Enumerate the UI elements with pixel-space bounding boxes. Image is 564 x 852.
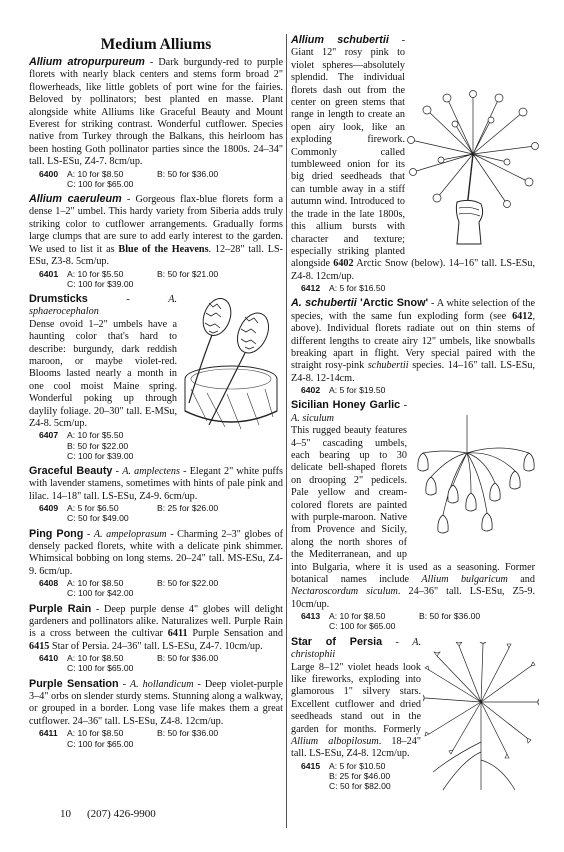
price-list (39, 653, 283, 673)
page-footer (60, 808, 172, 820)
sku: 6408 (39, 578, 59, 589)
phone-number: (207) 426-9900 (87, 808, 156, 820)
sku: 6410 (39, 653, 59, 664)
entry-description-mid: , above). Individual florets radiate out on thin stems of different lengths to create airy 12" umbels, like snowballs breaking apart in flight. Very special paired with the straight rosy-pink (291, 310, 535, 372)
entry-description: - Charming 2–3" globes of densely packed florets, white with a delicate pink shimmer. Whimsical bobbing on long stems. 20–24" tall. MS-ESu, Z4-9. 6cm/up. (29, 528, 283, 577)
entry-description: Large 8–12" violet heads look like fireworks, exploding into glamorous 1" silvery stars. Excellent cutflower and dried seedheads stand out in the garden for months. Formerly (291, 661, 421, 735)
entry-description-end: species. 14–16" tall. LS-ESu, Z4-8. 12-14cm. (291, 360, 536, 384)
scientific-name: schubertii (367, 360, 409, 372)
sku: 6412 (301, 283, 321, 294)
former-name: Blue of the Heavens (118, 243, 209, 255)
entry-name: Purple Rain (29, 602, 92, 615)
price-list (301, 283, 535, 293)
conjunction: and (507, 574, 535, 586)
price-option-a: A: 10 for $5.50 (67, 430, 124, 441)
left-column (29, 34, 283, 753)
entry-description: - Gorgeous flax-blue florets form a dense 1–2" umbel. This hardy variety from Siberia adds truly striking color to cutflower arrangements. Gradually forms large clumps that are sure to add early interest to the garden. We used to list it as (29, 194, 283, 255)
price-option-b: B: 25 for $46.00 (329, 770, 391, 781)
price-option-b: B: 50 for $22.00 (157, 578, 219, 589)
sku-reference: 6412 (512, 310, 533, 322)
sku-reference: 6411 (167, 628, 188, 640)
price-option-a: A: 10 for $8.50 (67, 168, 124, 179)
sicilian-honey-garlic-illustration (409, 413, 541, 555)
price-option-a: A: 10 for $5.50 (67, 268, 124, 279)
entry-purple-rain (29, 603, 283, 674)
page-title: Medium Alliums (100, 36, 212, 53)
star-of-persia-illustration (423, 642, 539, 792)
former-name: Allium albopilosum (291, 735, 379, 747)
entry-star-of-persia: Star of Persia - A. christophii Large 8–12" violet heads look like fireworks, exploding into glamorous 1" silvery stars. Excellent cutflower and dried seedheads stand out in the garden for months. Formerly Allium albopilosum. 18–24" tall. LS-ESu, Z4-8. 12cm/up. 6415 A: 5 for $10.50 B: 25 for $46.00 C: 50 for $82.00 (291, 636, 535, 792)
price-option-a: A: 5 for $16.50 (329, 283, 386, 294)
entry-description: - Giant 12" rosy pink to violet spheres—absolutely splendid. The individual florets dash out from the center on green stems that range in length to create an open airy look, like an exploding firework. Commonly called tumbleweed onion for its big dried seedheads that can tumble away in a stiff autumn wind. Introduced to the trade in the late 1800s, this allium bursts with character and texture; especially striking planted alongside (291, 35, 405, 270)
former-name: Allium bulgaricum (421, 574, 508, 586)
scientific-name: A. christophii (291, 636, 421, 661)
price-option-b: B: 50 for $22.00 (67, 440, 129, 451)
price-option-c: C: 50 for $49.00 (67, 513, 129, 524)
price-list (39, 169, 283, 189)
price-option-c: C: 100 for $65.00 (67, 738, 134, 749)
former-name: Nectaroscordum siculum (291, 586, 398, 598)
entry-name: Graceful Beauty (29, 464, 113, 477)
entry-graceful-beauty: Graceful Beauty - A. amplectens - Elegant 2" white puffs with lavender stamens, sometimes with hints of pale pink and lilac. 14–18" tall. LS-ESu, Z4-9. 6cm/up. 6409 A: 5 for $6.50 B: 25 for $26.00 C: 50 for $49.00 (29, 464, 283, 524)
price-option-c: C: 100 for $39.00 (67, 450, 134, 461)
price-option-c: C: 100 for $65.00 (67, 663, 134, 674)
sku-reference: 6415 (29, 640, 50, 652)
schubertii-illustration (407, 90, 539, 248)
entry-description-end: . 12–28" tall. LS-ESu, Z3-8. 5cm/up. (29, 243, 284, 268)
entry-description: Dense ovoid 1–2" umbels have a haunting color that's hard to describe: burgundy, dark reddish maroon, or maybe violet-red. Blooms lasted nearly a month in one cool moist Maine spring. Wonderful poking up through daylily foliage. 20–30" tall. E-MSu, Z4-8. 5cm/up. (29, 318, 177, 429)
scientific-name: A. ampeloprasum (93, 528, 167, 540)
price-option-c: C: 100 for $42.00 (67, 588, 134, 599)
price-option-b: B: 50 for $21.00 (157, 268, 219, 279)
price-option-b: B: 50 for $36.00 (157, 728, 219, 739)
entry-description: - Elegant 2" white puffs with lavender stamens, sometimes with hints of pale pink and lilac. 14–18" tall. LS-ESu, Z4-9. 6cm/up. (29, 465, 283, 502)
price-option-b: B: 25 for $26.00 (157, 503, 219, 514)
entry-name: Allium caeruleum (29, 193, 122, 206)
price-list (39, 578, 283, 598)
entry-description-end: . 24–36" tall. LS-ESu, Z5-9. 10cm/up. (291, 586, 535, 610)
entry-arctic-snow (291, 297, 535, 395)
price-option-b: B: 50 for $36.00 (157, 653, 219, 664)
price-option-a: A: 10 for $8.50 (67, 728, 124, 739)
right-column (291, 34, 535, 795)
price-list (301, 385, 535, 395)
scientific-name: A. amplectens (122, 465, 180, 477)
entry-purple-sensation: Purple Sensation - A. hollandicum - Deep violet-purple 3–4" orbs on slender sturdy stems. Stunning along a walkway, or grouped in a border. Long vase life makes them a great cutflower. 24–36" tall. LS-ESu, Z4-8. 12cm/up. 6411 A: 10 for $8.50 B: 50 for $36.00 C: 100 for $65.00 (29, 677, 283, 749)
cultivar-name: 'Arctic Snow' (356, 297, 429, 310)
price-option-b: B: 50 for $36.00 (157, 168, 219, 179)
entry-caeruleum (29, 193, 283, 289)
page-number: 10 (60, 808, 71, 820)
sku-reference: 6402 (333, 258, 354, 270)
sku: 6400 (39, 168, 59, 179)
entry-drumsticks: Drumsticks - A. sphaerocephalon Dense ovoid 1–2" umbels have a haunting color that's hard to describe: burgundy, dark reddish maroon, or maybe violet-red. Blooms lasted nearly a month in one cool moist Maine spring. Wonderful poking up through daylily foliage. 20–30" tall. E-MSu, Z4-8. 5cm/up. 6407 A: 10 for $5.50 B: 50 for $22.00 C: 100 for $39.00 (29, 293, 283, 461)
scientific-name: A. sphaerocephalon (29, 293, 177, 318)
sku: 6411 (39, 728, 58, 739)
entry-description-end: . 18–24" tall. LS-ESu, Z4-8. 12cm/up. (291, 735, 421, 760)
entry-sicilian-honey-garlic: Sicilian Honey Garlic - A. siculum This rugged beauty features 4–5" cascading umbels, each bearing up to 30 delicate bell-shaped florets on drooping 2" pedicels. Pale yellow and cream-colored florets are painted with purple-maroon. Native from Provence and Sicily, along the north shores of the Mediterranean, and up into Bulgaria, where it is used as a seasoning. Former botanical names include Allium bulgaricum and Nectaroscordum siculum. 24–36" tall. LS-ESu, Z5-9. 10cm/up. 6413 A: 10 for $8.50 B: 50 for $36.00 C: 100 for $65.00 (291, 399, 535, 631)
entry-description: This rugged beauty features 4–5" cascading umbels, each bearing up to 30 delicate bell-shaped florets on drooping 2" pedicels. Pale yellow and cream-colored florets are painted with purple-maroon. Native from Provence and Sicily, along the north shores of the Mediterranean, and up into Bulgaria, where it is used as a seasoning. Former botanical names include (291, 425, 535, 586)
entry-description-end: Star of Persia. 24–36" tall. LS-ESu, Z4-7. 10cm/up. (49, 640, 263, 652)
entry-schubertii (291, 34, 535, 293)
entry-description: - Deep purple dense 4" globes will delight gardeners and pollinators alike. Naturalizes well. Purple Rain is a cross between the cultivar (29, 603, 283, 640)
price-option-b: B: 50 for $36.00 (419, 611, 481, 622)
entry-name: Allium schubertii (291, 34, 389, 46)
drumsticks-illustration (179, 293, 291, 435)
price-list (39, 269, 283, 289)
scientific-name: A. siculum (291, 412, 335, 424)
price-option-a: A: 5 for $10.50 (329, 760, 386, 771)
price-option-a: A: 5 for $6.50 (67, 503, 119, 514)
price-option-c: C: 100 for $39.00 (67, 278, 134, 289)
price-option-c: C: 100 for $65.00 (329, 621, 396, 632)
entry-name: Sicilian Honey Garlic (291, 399, 401, 412)
price-list (301, 611, 535, 631)
price-option-a: A: 10 for $8.50 (67, 578, 124, 589)
entry-description: - Dark burgundy-red to purple florets with nearly black centers and stems form broad 2" flowerheads, like little goblets of port wine for the fairies. Beloved by pollinators; best planted en masse. Plant alongside white Alliums like Graceful Beauty and Mount Everest for striking contrast. Wonderful cutflower. Species native from Turkey through the Balkans, this heirloom has been hosting Goth pollinator parties since the 1800s. 24–34" tall. LS-ESu, Z4-7. 8cm/up. (29, 57, 283, 168)
entry-name: A. schubertii (291, 297, 357, 310)
price-list (39, 503, 283, 523)
entry-description: - Deep violet-purple 3–4" orbs on slender sturdy stems. Stunning along a walkway, or grouped in a border. Long vase life makes them a great cutflower. 24–36" tall. LS-ESu, Z4-8. 12cm/up. (29, 678, 283, 727)
entry-name: Ping Pong (29, 527, 84, 540)
entry-name: Star of Persia (291, 635, 383, 648)
price-option-c: C: 50 for $82.00 (329, 781, 391, 792)
entry-description: - A white selection of the species, with the same fun exploding form (see (291, 298, 535, 322)
entry-ping-pong: Ping Pong - A. ampeloprasum - Charming 2–3" globes of densely packed florets, white with a delicate pink shimmer. Whimsical bobbing on long stems. 20–24" tall. MS-ESu, Z4-9. 6cm/up. 6408 A: 10 for $8.50 B: 50 for $22.00 C: 100 for $42.00 (29, 527, 283, 599)
sku: 6407 (39, 430, 59, 441)
sku: 6415 (301, 760, 321, 771)
sku: 6413 (301, 611, 321, 622)
sku: 6409 (39, 503, 59, 514)
price-list (39, 728, 283, 748)
entry-description-end: Arctic Snow (below). 14–16" tall. LS-ESu, Z4-8. 12cm/up. (291, 258, 536, 282)
entry-description-mid: Purple Sensation and (187, 628, 283, 640)
entry-name: Allium atropurpureum (29, 56, 145, 68)
entry-name: Purple Sensation (29, 677, 119, 690)
price-list (39, 430, 283, 461)
sku: 6401 (39, 268, 59, 279)
price-option-a: A: 10 for $8.50 (67, 653, 124, 664)
scientific-name: A. hollandicum (129, 678, 194, 690)
price-option-a: A: 10 for $8.50 (329, 611, 386, 622)
sku: 6402 (301, 385, 321, 396)
entry-name: Drumsticks (29, 292, 88, 305)
price-option-a: A: 5 for $19.50 (329, 385, 386, 396)
price-option-c: C: 100 for $65.00 (67, 178, 134, 189)
entry-atropurpureum (29, 56, 283, 189)
